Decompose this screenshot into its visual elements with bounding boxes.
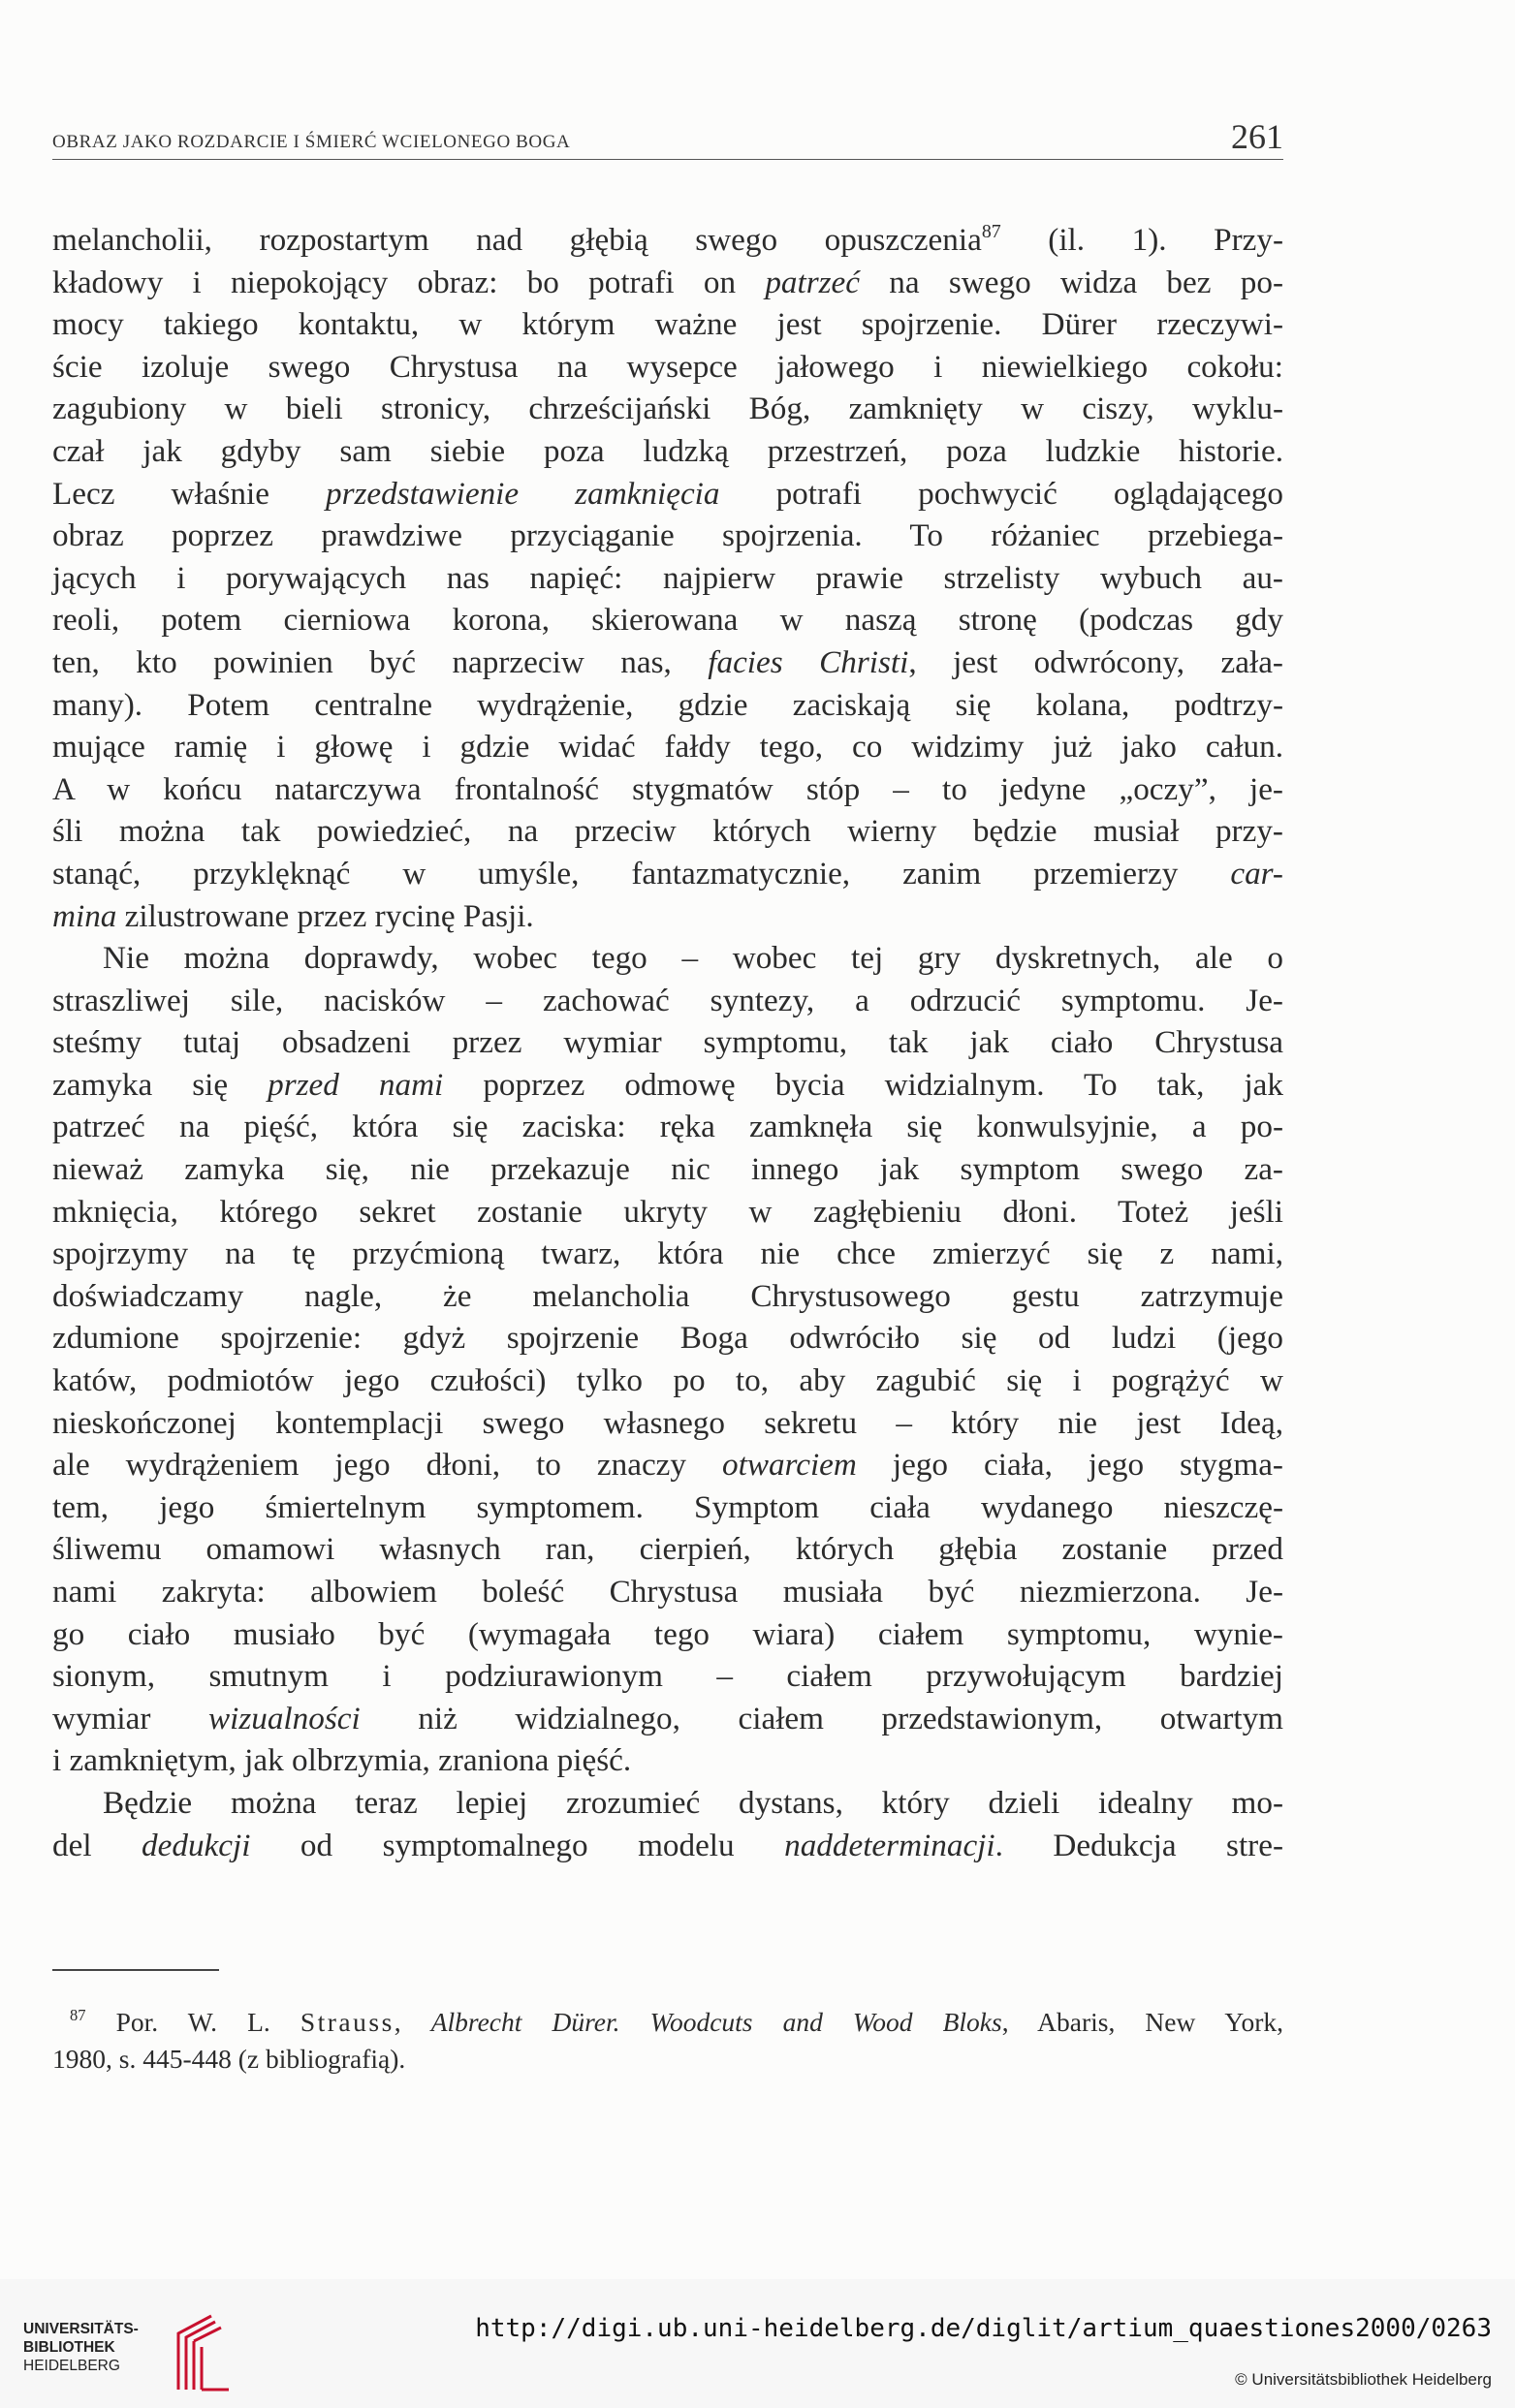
- text-line: [52, 430, 1283, 473]
- text-run: stanąć, przyklęknąć w umyśle, fantazmatycznie, zanim przemierzy: [52, 855, 1231, 891]
- text-line: [52, 937, 1283, 980]
- text-run: mknięcia, którego sekret zostanie ukryty w zagłębieniu dłoni. Toteż jeśli: [52, 1193, 1283, 1230]
- text-run: Por. W. L.: [85, 2007, 300, 2037]
- text-line: [52, 346, 1283, 389]
- page-number: 261: [1231, 117, 1283, 156]
- text-run: niż widzialnego, ciałem przedstawionym, otwartym: [360, 1700, 1283, 1736]
- text-line: [52, 1106, 1283, 1148]
- text-run: zilustrowane przez rycinę Pasji.: [116, 897, 534, 934]
- text-run: śli można tak powiedzieć, na przeciw których wierny będzie musiał przy-: [52, 813, 1283, 850]
- footnote-line: [52, 2041, 1283, 2078]
- library-emblem-icon: [173, 2312, 235, 2393]
- text-run: go ciało musiało być (wymagała tego wiara) ciałem symptomu, wynie-: [52, 1615, 1283, 1652]
- text-run: (il. 1). Przy-: [1000, 222, 1283, 258]
- text-run: spojrzymy na tę przyćmioną twarz, która nie chce zmierzyć się z nami,: [52, 1235, 1283, 1272]
- italic-run: facies Christi: [708, 643, 909, 680]
- text-line: [52, 219, 1283, 262]
- italic-run: mina: [52, 897, 117, 934]
- text-run: śliwemu omamowi własnych ran, cierpień, których głębia zostanie przed: [52, 1531, 1283, 1568]
- text-run: Nie można doprawdy, wobec tego – wobec tej gry dyskretnych, ale o: [103, 940, 1283, 977]
- text-run: 1980, s. 445-448 (z bibliografią).: [52, 2044, 406, 2074]
- text-run: od symptomalnego modelu: [250, 1827, 785, 1863]
- text-run: tem, jego śmiertelnym symptomem. Symptom ciała wydanego nieszczę-: [52, 1488, 1283, 1525]
- text-run: wymiar: [52, 1700, 208, 1736]
- text-run: kładowy i niepokojący obraz: bo potrafi on: [52, 264, 766, 300]
- italic-run: car-: [1230, 855, 1283, 891]
- text-line: [52, 1275, 1283, 1318]
- text-line: [52, 1825, 1283, 1867]
- text-line: [52, 726, 1283, 768]
- text-run: ,: [394, 2007, 431, 2037]
- text-run: na swego widza bez po-: [860, 264, 1283, 300]
- body-text: [52, 219, 1283, 1866]
- text-line: [52, 557, 1283, 600]
- running-header: [52, 114, 1283, 160]
- text-run: del: [52, 1827, 142, 1863]
- text-run: poprzez odmowę bycia widzialnym. To tak, jak: [443, 1066, 1283, 1103]
- text-line: [52, 1739, 1283, 1782]
- text-line: [52, 768, 1283, 811]
- text-run: zagubiony w bieli stronicy, chrześcijański Bóg, zamknięty w ciszy, wyklu-: [52, 391, 1283, 427]
- text-run: Lecz właśnie: [52, 475, 326, 512]
- logo-line-2: BIBLIOTHEK: [23, 2339, 115, 2356]
- text-run: Będzie można teraz lepiej zrozumieć dystans, który dzieli idealny mo-: [103, 1784, 1283, 1821]
- italic-run: patrzeć: [765, 264, 861, 300]
- text-line: [52, 262, 1283, 304]
- text-run: ten, kto powinien być naprzeciw nas,: [52, 643, 709, 680]
- author-name: Strauss: [300, 2007, 395, 2037]
- logo-line-3: HEIDELBERG: [23, 2358, 120, 2374]
- text-line: [52, 1402, 1283, 1445]
- text-line: [52, 895, 1283, 938]
- italic-run: przed nami: [268, 1066, 444, 1103]
- running-title: OBRAZ JAKO ROZDARCIE I ŚMIERĆ WCIELONEGO BOGA: [52, 132, 571, 152]
- text-line: [52, 1571, 1283, 1613]
- italic-run: przedstawienie zamknięcia: [326, 475, 720, 512]
- text-run: melancholii, rozpostartym nad głębią swego opuszczenia: [52, 222, 982, 258]
- text-line: [52, 980, 1283, 1022]
- text-run: doświadczamy nagle, że melancholia Chrystusowego gestu zatrzymuje: [52, 1277, 1283, 1314]
- text-line: [52, 1698, 1283, 1740]
- text-run: A w końcu natarczywa frontalność stygmatów stóp – to jedyne „oczy”, je-: [52, 770, 1283, 807]
- text-run: sionym, smutnym i podziurawionym – ciałem przywołującym bardziej: [52, 1658, 1283, 1695]
- text-run: , jest odwrócony, zała-: [908, 643, 1283, 680]
- text-run: , Abaris, New York,: [1001, 2007, 1284, 2037]
- copyright-notice: © Universitätsbibliothek Heidelberg: [1235, 2370, 1492, 2389]
- text-line: [52, 810, 1283, 853]
- italic-run: otwarciem: [722, 1447, 857, 1484]
- text-line: [52, 1191, 1283, 1234]
- footnote-marker: 87: [981, 221, 1001, 243]
- text-line: [52, 303, 1283, 346]
- source-url[interactable]: http://digi.ub.uni-heidelberg.de/diglit/artium_quaestiones2000/0263: [475, 2314, 1492, 2343]
- text-line: [52, 641, 1283, 684]
- text-line: [52, 1064, 1283, 1107]
- text-run: zamyka się: [52, 1066, 268, 1103]
- text-run: obraz poprzez prawdziwe przyciąganie spojrzenia. To różaniec przebiega-: [52, 517, 1283, 554]
- footnote: [52, 2004, 1283, 2078]
- text-run: ście izoluje swego Chrystusa na wysepce jałowego i niewielkiego cokołu:: [52, 348, 1283, 385]
- text-line: [52, 684, 1283, 727]
- text-run: jego ciała, jego stygma-: [856, 1447, 1283, 1484]
- text-line: [52, 1444, 1283, 1486]
- text-line: [52, 1148, 1283, 1191]
- text-run: mujące ramię i głowę i gdzie widać fałdy tego, co widzimy już jako całun.: [52, 729, 1283, 766]
- logo-line-1: UNIVERSITÄTS-: [23, 2321, 139, 2337]
- text-run: czał jak gdyby sam siebie poza ludzką przestrzeń, poza ludzkie historie.: [52, 432, 1283, 469]
- text-line: [52, 599, 1283, 641]
- text-run: reoli, potem cierniowa korona, skierowana w naszą stronę (podczas gdy: [52, 602, 1283, 639]
- text-run: nami zakryta: albowiem boleść Chrystusa musiała być niezmierzona. Je-: [52, 1574, 1283, 1610]
- library-logo-text: [23, 2320, 139, 2375]
- text-run: potrafi pochwycić oglądającego: [719, 475, 1283, 512]
- text-line: [52, 1655, 1283, 1698]
- text-line: [52, 1486, 1283, 1529]
- text-run: mocy takiego kontaktu, w którym ważne jest spojrzenie. Dürer rzeczywi-: [52, 306, 1283, 343]
- text-run: ale wydrążeniem jego dłoni, to znaczy: [52, 1447, 722, 1484]
- italic-run: wizualności: [207, 1700, 361, 1736]
- text-line: [52, 1233, 1283, 1275]
- text-run: nieważ zamyka się, nie przekazuje nic innego jak symptom swego za-: [52, 1151, 1283, 1188]
- text-line: [52, 1317, 1283, 1360]
- footnote-rule: [52, 1969, 219, 1971]
- italic-run: Albrecht Dürer. Woodcuts and Wood Bloks: [430, 2007, 1002, 2037]
- text-run: zdumione spojrzenie: gdyż spojrzenie Boga odwróciło się od ludzi (jego: [52, 1320, 1283, 1357]
- footnote-marker: 87: [70, 2006, 86, 2025]
- text-run: katów, podmiotów jego czułości) tylko po to, aby zagubić się i pogrążyć w: [52, 1362, 1283, 1399]
- text-line: [52, 515, 1283, 557]
- text-run: i zamkniętym, jak olbrzymia, zraniona pięść.: [52, 1742, 632, 1779]
- library-logo: [23, 2320, 256, 2397]
- text-run: straszliwej sile, nacisków – zachować syntezy, a odrzucić symptomu. Je-: [52, 982, 1283, 1018]
- italic-run: naddeterminacji: [784, 1827, 995, 1863]
- italic-run: dedukcji: [142, 1827, 251, 1863]
- text-run: patrzeć na pięść, która się zaciska: ręka zamknęła się konwulsyjnie, a po-: [52, 1109, 1283, 1145]
- text-line: [52, 1360, 1283, 1402]
- text-line: [52, 473, 1283, 516]
- text-line: [52, 388, 1283, 430]
- text-run: . Dedukcja stre-: [994, 1827, 1283, 1863]
- text-run: jących i porywających nas napięć: najpierw prawie strzelisty wybuch au-: [52, 559, 1283, 596]
- footnote-line: [52, 2004, 1283, 2041]
- text-line: [52, 1528, 1283, 1571]
- text-run: steśmy tutaj obsadzeni przez wymiar symptomu, tak jak ciało Chrystusa: [52, 1024, 1283, 1061]
- text-run: nieskończonej kontemplacji swego własnego sekretu – który nie jest Ideą,: [52, 1404, 1283, 1441]
- text-line: [52, 1782, 1283, 1825]
- text-line: [52, 853, 1283, 895]
- text-line: [52, 1021, 1283, 1064]
- text-line: [52, 1613, 1283, 1656]
- text-run: many). Potem centralne wydrążenie, gdzie zaciskają się kolana, podtrzy-: [52, 686, 1283, 723]
